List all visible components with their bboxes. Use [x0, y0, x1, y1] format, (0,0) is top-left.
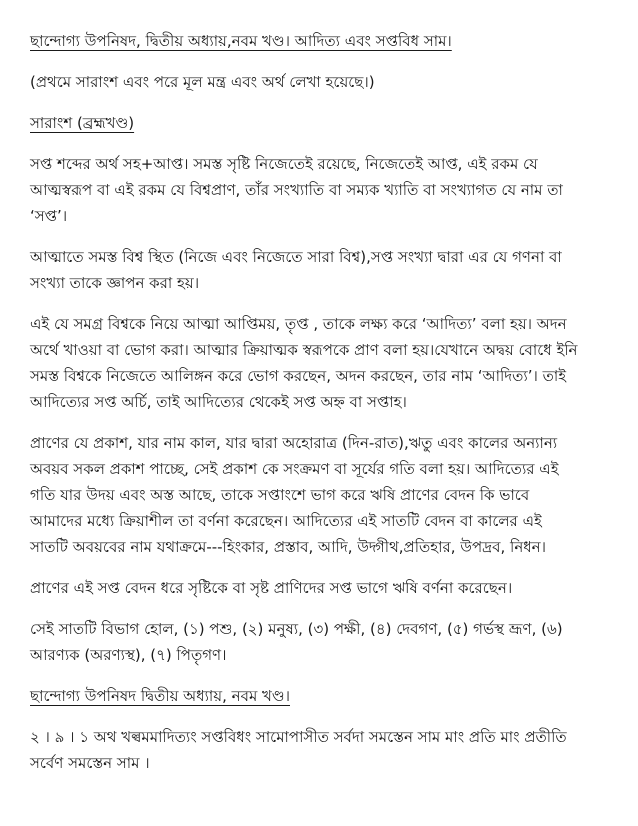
paragraph-2 — [30, 244, 610, 296]
paragraph-line: সেই সাতটি বিভাগ হোল, (১) পশু, (২) মনুষ্য, (৩) পক্ষী, (৪) দেবগণ, (৫) গর্ভস্থ ভ্রূণ, (৬) — [30, 620, 563, 638]
paragraph-line: আরণ্যক (অরণ্যস্থ), (৭) পিতৃগণ। — [30, 646, 227, 664]
paragraph-line: অর্থে খাওয়া বা ভোগ করা। আত্মার ক্রিয়াত্মক স্বরূপকে প্রাণ বলা হয়।যেখানে অদ্বয় বোধে ইনি — [30, 341, 578, 359]
verse-block — [30, 724, 610, 776]
summary-heading-text: সারাংশ (ব্রহ্মখণ্ড) — [30, 114, 135, 132]
verse-line: সর্বেণ সমস্তেন সাম । — [30, 754, 150, 772]
paragraph-line: সমস্ত বিশ্বকে নিজেতে আলিঙ্গন করে ভোগ করছেন, অদন করছেন, তার নাম ‘আদিত্য’। তাই — [30, 367, 567, 385]
paragraph-line: সপ্ত শব্দের অর্থ সহ+আপ্ত। সমস্ত সৃষ্টি নিজেতেই রয়েছে, নিজেতেই আপ্ত, এই রকম যে — [30, 155, 538, 173]
paragraph-line: অবয়ব সকল প্রকাশ পাচ্ছে, সেই প্রকাশ কে সংক্রমণ বা সূর্যের গতি বলা হয়। আদিত্যের এই — [30, 460, 559, 478]
document-note: (প্রথমে সারাংশ এবং পরে মূল মন্ত্র এবং অর্থ লেখা হয়েছে।) — [30, 73, 375, 91]
verse-line: ২ । ৯ । ১ অথ খল্বমমাদিত্যং সপ্তবিধং সামোপাসীত সর্বদা সমস্তেন সাম মাং প্রতি মাং প্রতীতি — [30, 728, 567, 746]
document-title — [30, 28, 610, 54]
paragraph-6 — [30, 616, 610, 668]
paragraph-line: প্রাণের এই সপ্ত বেদন ধরে সৃষ্টিকে বা সৃষ্ট প্রাণিদের সপ্ত ভাগে ঋষি বর্ণনা করেছেন। — [30, 579, 513, 597]
paragraph-line: প্রাণের যে প্রকাশ, যার নাম কাল, যার দ্বারা অহোরাত্র (দিন-রাত),ঋতু এবং কালের অন্যান্য — [30, 434, 558, 452]
paragraph-line: আত্মস্বরূপ বা এই রকম যে বিশ্বপ্রাণ, তাঁর সংখ্যাতি বা সম্যক খ্যাতি বা সংখ্যাগত যে নাম তা — [30, 181, 563, 199]
paragraph-5 — [30, 575, 610, 601]
paragraph-3 — [30, 311, 610, 415]
document-title-text: ছান্দোগ্য উপনিষদ, দ্বিতীয় অধ্যায়,নবম খণ্ড। আদিত্য এবং সপ্তবিধ সাম। — [30, 32, 452, 50]
summary-heading — [30, 110, 610, 136]
paragraph-line: ‘সপ্ত’। — [30, 207, 68, 225]
paragraph-1 — [30, 151, 610, 229]
paragraph-line: এই যে সমগ্র বিশ্বকে নিয়ে আত্মা আপ্তিময়, তৃপ্ত , তাকে লক্ষ্য করে ‘আদিত্য’ বলা হয়। অদন — [30, 315, 567, 333]
paragraph-line: গতি যার উদয় এবং অস্ত আছে, তাকে সপ্তাংশে ভাগ করে ঋষি প্রাণের বেদন কি ভাবে — [30, 486, 530, 504]
section-heading-text: ছান্দোগ্য উপনিষদ দ্বিতীয় অধ্যায়, নবম খণ্ড। — [30, 687, 290, 705]
paragraph-4 — [30, 430, 610, 560]
paragraph-line: আমাদের মধ্যে ক্রিয়াশীল তা বর্ণনা করেছেন। আদিত্যের এই সাতটি বেদন বা কালের এই — [30, 512, 542, 530]
section-heading — [30, 683, 610, 709]
paragraph-line: সাতটি অবয়বের নাম যথাক্রমে---হিংকার, প্রস্তাব, আদি, উদ্গীথ,প্রতিহার, উপদ্রব, নিধন। — [30, 538, 546, 556]
paragraph-line: সংখ্যা তাকে জ্ঞাপন করা হয়। — [30, 274, 200, 292]
paragraph-line: আদিত্যের সপ্ত অর্চি, তাই আদিত্যের থেকেই সপ্ত অহ্ন বা সপ্তাহ। — [30, 393, 407, 411]
paragraph-line: আত্মাতে সমস্ত বিশ্ব স্থিত (নিজে এবং নিজেতে সারা বিশ্ব),সপ্ত সংখ্যা দ্বারা এর যে গণনা বা — [30, 248, 562, 266]
document-page — [30, 28, 610, 776]
